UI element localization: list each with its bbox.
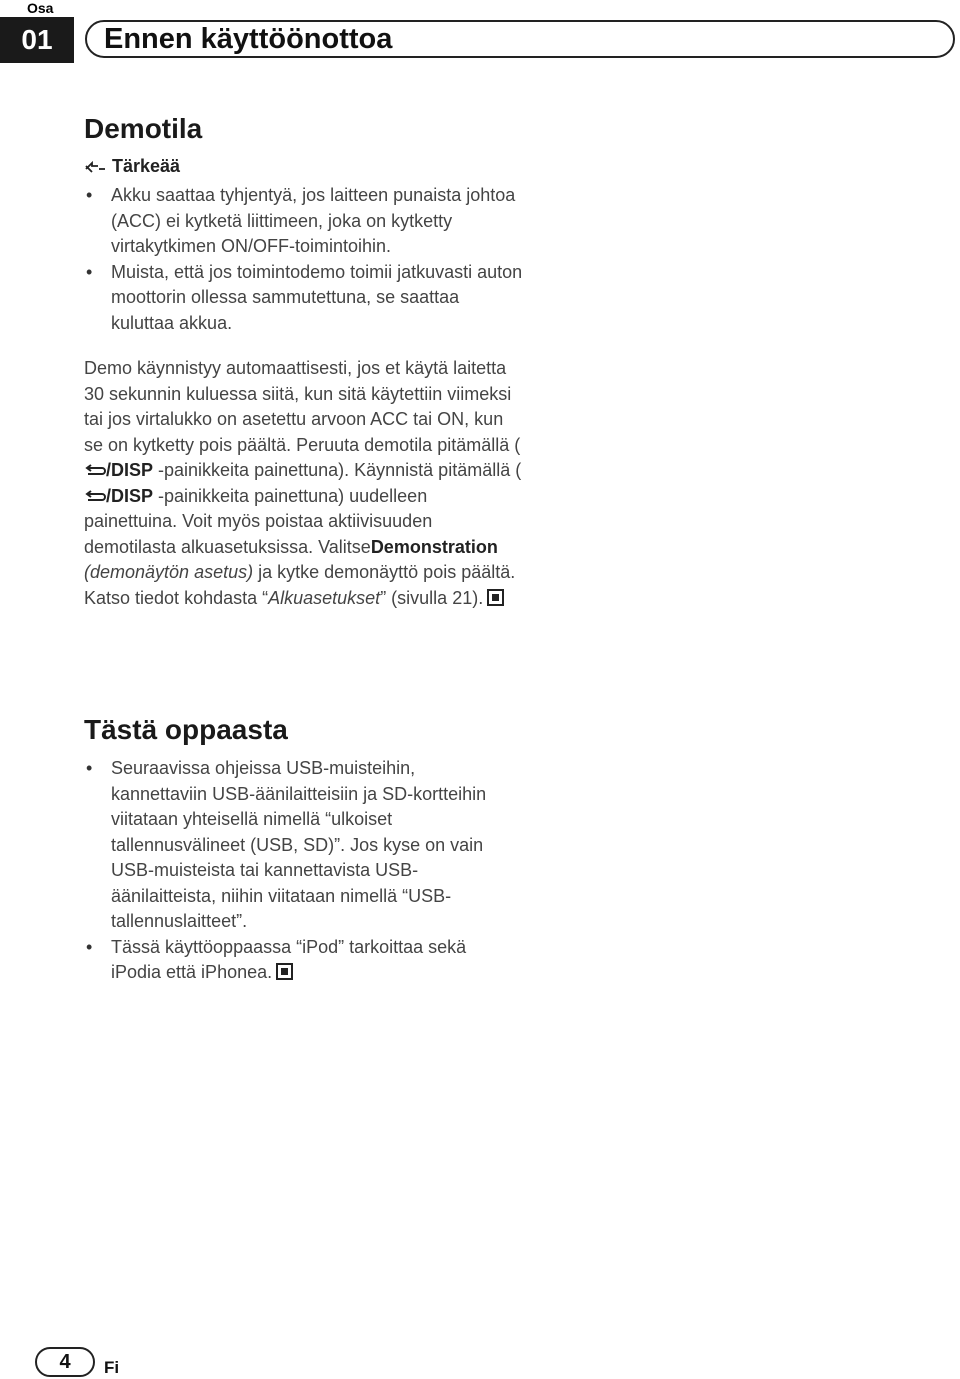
list-item-text: Tässä käyttöoppaassa “iPod” tarkoittaa sekä iPodia että iPhonea.	[111, 936, 467, 982]
para-text: -painikkeita painettuna) uudelleen painettuina. Voit myös poistaa aktiivisuuden demotilasta alkuasetuksissa. Valitse	[84, 485, 433, 557]
para-text: -painikkeita painettuna). Käynnistä pitämällä (	[153, 460, 522, 480]
list-item: • Seuraavissa ohjeissa USB-muisteihin, kannettaviin USB-äänilaitteisiin ja SD-kortteihin viitataan yhteisellä nimellä “ulkoiset tallennusvälineet (USB, SD)”. Jos kyse on vain USB-muisteista tai kannettavista USB-äänilaitteista, niihin viitataan nimellä “USB-tallennuslaitteet”.	[84, 756, 504, 935]
disp-button-label: /DISP	[106, 460, 154, 480]
para-text: Demo käynnistyy automaattisesti, jos et käytä laitetta 30 sekunnin kuluessa siitä, kun sitä käytettiin viimeksi tai jos virtalukko on asetettu arvoon ACC tai ON, kun se on kytketty pois päältä. Peruuta demotila pitämällä (	[84, 358, 521, 455]
demonstration-term: Demonstration	[370, 536, 498, 557]
section-reference: Alkuasetukset	[268, 587, 381, 608]
list-item	[84, 935, 504, 986]
setting-name: (demonäytön asetus)	[84, 562, 254, 582]
return-icon	[84, 463, 106, 479]
language-code: Fi	[104, 1358, 120, 1377]
important-note	[84, 156, 180, 177]
demo-bullet-list	[84, 183, 524, 336]
demo-heading: Demotila	[84, 113, 203, 144]
para-text: ” (sivulla 21).	[380, 587, 484, 608]
list-item: • Akku saattaa tyhjentyä, jos laitteen punaista johtoa (ACC) ei kytketä liittimeen, joka on kytketty virtakytkimen ON/OFF-toimintoihin.	[84, 183, 524, 260]
para-text: ja kytke demonäyttö pois päältä. Katso tiedot kohdasta “	[84, 562, 516, 608]
important-label: Tärkeää	[112, 156, 181, 176]
important-icon	[84, 160, 106, 174]
page-number: 4	[35, 1347, 95, 1377]
disp-button-label: /DISP	[106, 485, 154, 506]
guide-bullet-list	[84, 756, 504, 986]
return-icon	[84, 489, 106, 505]
osa-label: Osa	[27, 0, 54, 16]
guide-heading: Tästä oppaasta	[84, 714, 288, 745]
end-of-section-icon	[276, 963, 293, 980]
end-of-section-icon	[487, 589, 504, 606]
chapter-title: Ennen käyttöönottoa	[104, 23, 393, 55]
demo-paragraph	[84, 356, 524, 611]
chapter-number: 01	[0, 17, 74, 63]
list-item: • Muista, että jos toimintodemo toimii jatkuvasti auton moottorin ollessa sammutettuna, se saattaa kuluttaa akkua.	[84, 260, 524, 337]
